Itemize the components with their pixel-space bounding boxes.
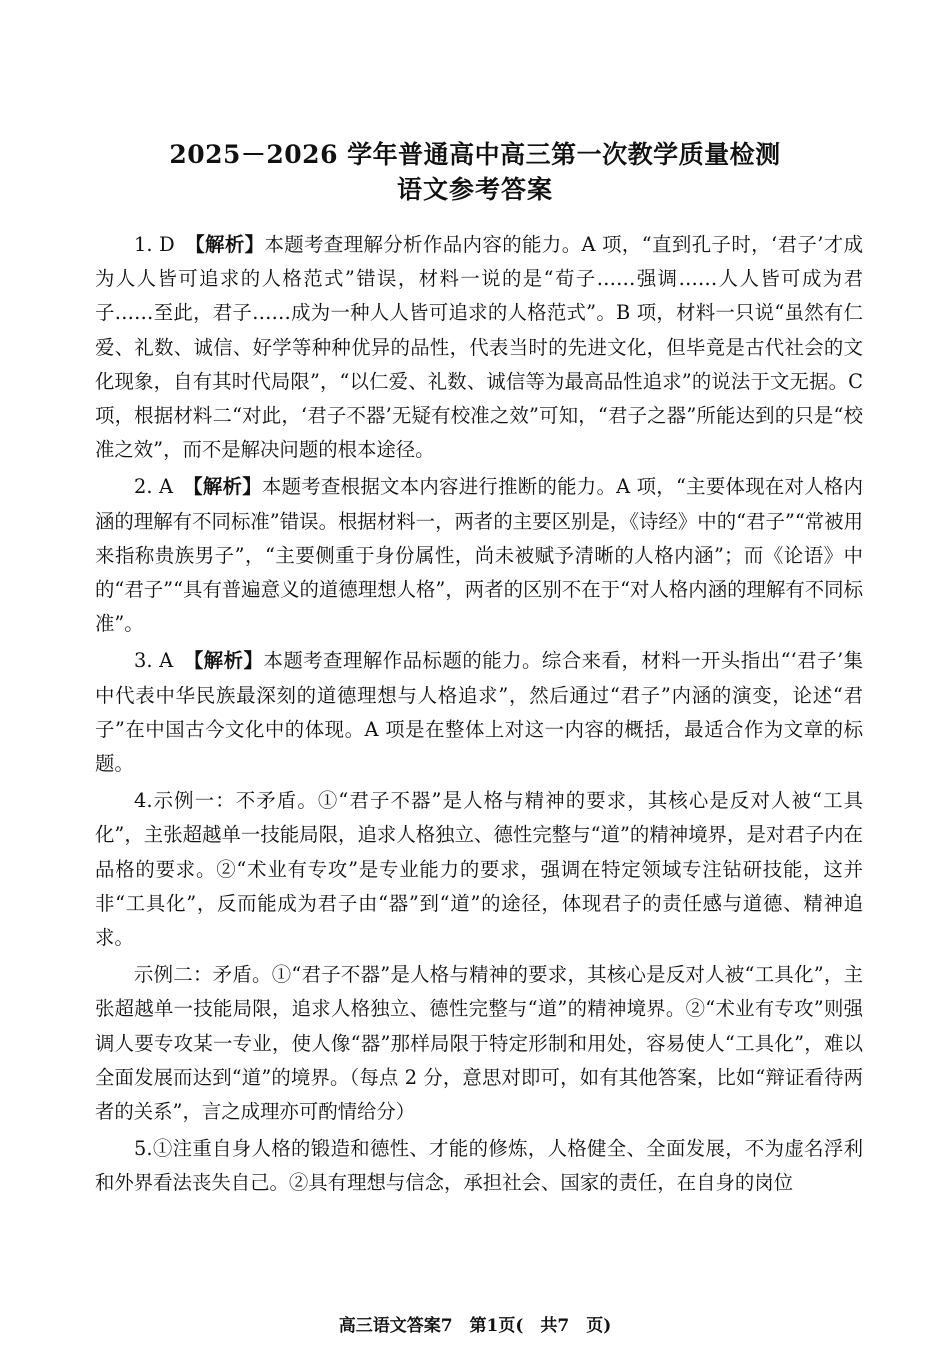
answer-item-2 (95, 470, 863, 641)
answer-number: 2. A (134, 475, 173, 499)
answer-item-1 (95, 228, 863, 467)
answer-item-4 (95, 784, 863, 955)
analysis-tag: 【解析】 (194, 233, 265, 256)
page-title: 2025－2026 学年普通高中高三第一次教学质量检测 (169, 140, 781, 169)
answer-number: 4. (134, 789, 153, 813)
answer-text: 本题考查理解分析作品内容的能力。A 项，“直到孔子时，‘君子’才成为人人皆可追求的人格范式”错误，材料一说的是“荀子……强调……人人皆可成为君子……至此，君子……成为一种人人皆可追求的人格范式”。B 项，材料一只说“虽然有仁爱、礼数、诚信、好学等种种优异的品性，代表当时的先进文化，但毕竟是古代社会的文化现象，自有其时代局限”，“以仁爱、礼数、诚信等为最高品性追求”的说法于文无据。C 项，根据材料二“对此，‘君子不器’无疑有校准之效”可知，“君子之器”所能达到的只是“校准之效”，而不是解决问题的根本途径。 (95, 233, 864, 462)
answer-item-4-example-2 (95, 958, 863, 1129)
analysis-tag: 【解析】 (192, 475, 262, 499)
answer-text: 本题考查根据文本内容进行推断的能力。A 项，“主要体现在对人格内涵的理解有不同标准”错误。根据材料一，两者的主要区别是，《诗经》中的“君子”“常被用来指称贵族男子”，“主要侧重于身份属性，尚未被赋予清晰的人格内涵”；而《论语》中的“君子”“具有普遍意义的道德理想人格”，两者的区别不在于“对人格内涵的理解有不同标准”。 (95, 475, 863, 636)
answer-item-5 (95, 1132, 863, 1200)
answer-number: 1. D (134, 233, 175, 256)
answer-text: 示例一：不矛盾。①“君子不器”是人格与精神的要求，其核心是反对人被“工具化”，主张超越单一技能局限，追求人格独立、德性完整与“道”的精神境界，是对君子内在品格的要求。②“术业有专攻”是专业能力的要求，强调在特定领域专注钻研技能，这并非“工具化”，反而能成为君子由“器”到“道”的途径，体现君子的责任感与道德、精神追求。 (95, 789, 863, 950)
page-footer: 高三语文答案7 第1页( 共7 页) (338, 1316, 612, 1336)
answer-text: ①注重自身人格的锻造和德性、才能的修炼，人格健全、全面发展，不为虚名浮利和外界看法丧失自己。②具有理想与信念，承担社会、国家的责任，在自身的岗位 (95, 1137, 863, 1195)
answer-number: 5. (134, 1137, 153, 1161)
answer-number: 3. A (134, 649, 174, 673)
answer-body (95, 228, 863, 1204)
answer-text: 本题考查理解作品标题的能力。综合来看，材料一开头指出“‘君子’集中代表中华民族最深刻的道德理想与人格追求”，然后通过“君子”内涵的演变，论述“君子”在中国古今文化中的体现。A 项是在整体上对这一内容的概括，最适合作为文章的标题。 (95, 649, 863, 776)
page-subtitle: 语文参考答案 (396, 175, 553, 204)
answer-text: 示例二：矛盾。①“君子不器”是人格与精神的要求，其核心是反对人被“工具化”，主张超越单一技能局限，追求人格独立、德性完整与“道”的精神境界。②“术业有专攻”则强调人要专攻某一专业，使人像“器”那样局限于特定形制和用处，容易使人“工具化”，难以全面发展而达到“道”的境界。（每点 2 分，意思对即可，如有其他答案，比如“辩证看待两者的关系”，言之成理亦可酌情给分） (95, 963, 863, 1124)
analysis-tag: 【解析】 (193, 649, 264, 673)
answer-item-3 (95, 644, 863, 781)
